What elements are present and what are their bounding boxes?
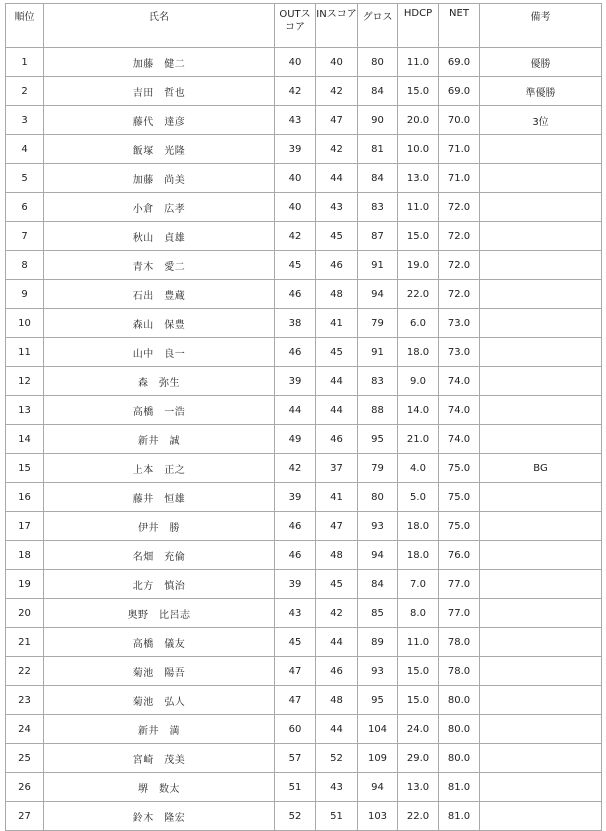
name-cell: 小倉 広孝 <box>44 193 275 222</box>
out-score-cell: 51 <box>275 773 316 802</box>
out-score-cell: 46 <box>275 338 316 367</box>
name-cell: 高橋 儀友 <box>44 628 275 657</box>
hdcp-cell: 8.0 <box>398 599 439 628</box>
net-cell: 75.0 <box>439 512 480 541</box>
in-score-cell: 43 <box>316 193 358 222</box>
net-cell: 75.0 <box>439 454 480 483</box>
name-cell: 石出 豊蔵 <box>44 280 275 309</box>
out-score-cell: 39 <box>275 135 316 164</box>
out-score-cell: 42 <box>275 222 316 251</box>
rank-cell: 6 <box>6 193 44 222</box>
name-cell: 飯塚 光隆 <box>44 135 275 164</box>
gross-cell: 80 <box>358 483 398 512</box>
out-score-cell: 39 <box>275 570 316 599</box>
hdcp-cell: 13.0 <box>398 164 439 193</box>
remarks-cell <box>480 135 602 164</box>
gross-cell: 84 <box>358 570 398 599</box>
rank-cell: 17 <box>6 512 44 541</box>
net-cell: 75.0 <box>439 483 480 512</box>
in-score-cell: 37 <box>316 454 358 483</box>
table-row <box>6 802 602 831</box>
table-row <box>6 135 602 164</box>
hdcp-cell: 22.0 <box>398 280 439 309</box>
in-score-cell: 40 <box>316 48 358 77</box>
gross-cell: 91 <box>358 338 398 367</box>
gross-cell: 79 <box>358 454 398 483</box>
out-score-cell: 40 <box>275 48 316 77</box>
out-score-cell: 40 <box>275 193 316 222</box>
remarks-cell: 準優勝 <box>480 77 602 106</box>
rank-cell: 12 <box>6 367 44 396</box>
in-score-cell: 48 <box>316 686 358 715</box>
gross-cell: 90 <box>358 106 398 135</box>
remarks-cell <box>480 802 602 831</box>
net-cell: 80.0 <box>439 744 480 773</box>
hdcp-cell: 15.0 <box>398 222 439 251</box>
gross-cell: 95 <box>358 686 398 715</box>
header-row <box>6 4 602 48</box>
gross-cell: 94 <box>358 773 398 802</box>
in-score-cell: 44 <box>316 367 358 396</box>
hdcp-cell: 15.0 <box>398 657 439 686</box>
table-row <box>6 251 602 280</box>
rank-cell: 26 <box>6 773 44 802</box>
table-row <box>6 773 602 802</box>
out-score-cell: 46 <box>275 541 316 570</box>
hdcp-cell: 15.0 <box>398 686 439 715</box>
in-score-cell: 44 <box>316 628 358 657</box>
name-cell: 伊井 勝 <box>44 512 275 541</box>
remarks-cell <box>480 425 602 454</box>
gross-cell: 94 <box>358 541 398 570</box>
remarks-cell <box>480 280 602 309</box>
rank-cell: 5 <box>6 164 44 193</box>
rank-cell: 13 <box>6 396 44 425</box>
out-score-cell: 60 <box>275 715 316 744</box>
in-score-cell: 42 <box>316 599 358 628</box>
gross-cell: 79 <box>358 309 398 338</box>
net-cell: 78.0 <box>439 628 480 657</box>
name-cell: 菊池 弘人 <box>44 686 275 715</box>
net-cell: 80.0 <box>439 715 480 744</box>
table-row <box>6 338 602 367</box>
hdcp-cell: 5.0 <box>398 483 439 512</box>
net-cell: 76.0 <box>439 541 480 570</box>
in-score-cell: 47 <box>316 106 358 135</box>
hdcp-cell: 10.0 <box>398 135 439 164</box>
gross-cell: 87 <box>358 222 398 251</box>
rank-cell: 10 <box>6 309 44 338</box>
header-net: NET <box>439 4 480 48</box>
rank-cell: 14 <box>6 425 44 454</box>
table-row <box>6 367 602 396</box>
remarks-cell <box>480 541 602 570</box>
net-cell: 71.0 <box>439 135 480 164</box>
remarks-cell <box>480 251 602 280</box>
net-cell: 80.0 <box>439 686 480 715</box>
hdcp-cell: 21.0 <box>398 425 439 454</box>
hdcp-cell: 13.0 <box>398 773 439 802</box>
remarks-cell <box>480 744 602 773</box>
remarks-cell: 3位 <box>480 106 602 135</box>
remarks-cell <box>480 338 602 367</box>
gross-cell: 95 <box>358 425 398 454</box>
hdcp-cell: 11.0 <box>398 628 439 657</box>
name-cell: 堺 数太 <box>44 773 275 802</box>
rank-cell: 21 <box>6 628 44 657</box>
in-score-cell: 44 <box>316 396 358 425</box>
in-score-cell: 45 <box>316 570 358 599</box>
hdcp-cell: 22.0 <box>398 802 439 831</box>
hdcp-cell: 9.0 <box>398 367 439 396</box>
in-score-cell: 51 <box>316 802 358 831</box>
hdcp-cell: 18.0 <box>398 338 439 367</box>
remarks-cell <box>480 309 602 338</box>
gross-cell: 84 <box>358 164 398 193</box>
table-row <box>6 599 602 628</box>
name-cell: 名畑 充倫 <box>44 541 275 570</box>
table-row <box>6 164 602 193</box>
rank-cell: 4 <box>6 135 44 164</box>
net-cell: 74.0 <box>439 425 480 454</box>
out-score-cell: 42 <box>275 454 316 483</box>
rank-cell: 20 <box>6 599 44 628</box>
table-row <box>6 106 602 135</box>
out-score-cell: 45 <box>275 251 316 280</box>
remarks-cell <box>480 367 602 396</box>
out-score-cell: 57 <box>275 744 316 773</box>
in-score-cell: 46 <box>316 657 358 686</box>
table-row <box>6 222 602 251</box>
out-score-cell: 44 <box>275 396 316 425</box>
out-score-cell: 46 <box>275 512 316 541</box>
rank-cell: 2 <box>6 77 44 106</box>
out-score-cell: 52 <box>275 802 316 831</box>
table-row <box>6 48 602 77</box>
table-row <box>6 77 602 106</box>
name-cell: 秋山 貞雄 <box>44 222 275 251</box>
net-cell: 81.0 <box>439 773 480 802</box>
gross-cell: 91 <box>358 251 398 280</box>
gross-cell: 109 <box>358 744 398 773</box>
in-score-cell: 43 <box>316 773 358 802</box>
gross-cell: 94 <box>358 280 398 309</box>
gross-cell: 84 <box>358 77 398 106</box>
out-score-cell: 46 <box>275 280 316 309</box>
table-row <box>6 744 602 773</box>
table-row <box>6 715 602 744</box>
rank-cell: 16 <box>6 483 44 512</box>
net-cell: 78.0 <box>439 657 480 686</box>
gross-cell: 80 <box>358 48 398 77</box>
out-score-cell: 43 <box>275 106 316 135</box>
rank-cell: 15 <box>6 454 44 483</box>
in-score-cell: 52 <box>316 744 358 773</box>
rank-cell: 25 <box>6 744 44 773</box>
rank-cell: 18 <box>6 541 44 570</box>
results-body <box>6 48 602 831</box>
header-name: 氏名 <box>44 4 275 48</box>
out-score-cell: 42 <box>275 77 316 106</box>
name-cell: 山中 良一 <box>44 338 275 367</box>
remarks-cell <box>480 628 602 657</box>
header-hdcp: HDCP <box>398 4 439 48</box>
name-cell: 加藤 尚美 <box>44 164 275 193</box>
table-row <box>6 193 602 222</box>
gross-cell: 104 <box>358 715 398 744</box>
header-remarks: 備考 <box>480 4 602 48</box>
net-cell: 74.0 <box>439 367 480 396</box>
in-score-cell: 42 <box>316 77 358 106</box>
table-row <box>6 396 602 425</box>
name-cell: 藤代 達彦 <box>44 106 275 135</box>
hdcp-cell: 6.0 <box>398 309 439 338</box>
name-cell: 森 弥生 <box>44 367 275 396</box>
remarks-cell <box>480 396 602 425</box>
in-score-cell: 45 <box>316 222 358 251</box>
table-row <box>6 657 602 686</box>
out-score-cell: 49 <box>275 425 316 454</box>
hdcp-cell: 14.0 <box>398 396 439 425</box>
gross-cell: 83 <box>358 367 398 396</box>
results-table <box>5 3 602 831</box>
name-cell: 高橋 一浩 <box>44 396 275 425</box>
in-score-cell: 48 <box>316 541 358 570</box>
out-score-cell: 40 <box>275 164 316 193</box>
in-score-cell: 41 <box>316 309 358 338</box>
remarks-cell <box>480 773 602 802</box>
net-cell: 77.0 <box>439 570 480 599</box>
net-cell: 74.0 <box>439 396 480 425</box>
in-score-cell: 42 <box>316 135 358 164</box>
gross-cell: 85 <box>358 599 398 628</box>
remarks-cell <box>480 599 602 628</box>
header-rank: 順位 <box>6 4 44 48</box>
out-score-cell: 47 <box>275 686 316 715</box>
hdcp-cell: 4.0 <box>398 454 439 483</box>
hdcp-cell: 18.0 <box>398 512 439 541</box>
gross-cell: 81 <box>358 135 398 164</box>
remarks-cell <box>480 570 602 599</box>
table-row <box>6 570 602 599</box>
remarks-cell <box>480 657 602 686</box>
rank-cell: 19 <box>6 570 44 599</box>
table-row <box>6 483 602 512</box>
net-cell: 72.0 <box>439 280 480 309</box>
out-score-cell: 38 <box>275 309 316 338</box>
in-score-cell: 41 <box>316 483 358 512</box>
name-cell: 加藤 健二 <box>44 48 275 77</box>
out-score-cell: 39 <box>275 483 316 512</box>
out-score-cell: 39 <box>275 367 316 396</box>
in-score-cell: 45 <box>316 338 358 367</box>
table-row <box>6 628 602 657</box>
hdcp-cell: 18.0 <box>398 541 439 570</box>
remarks-cell <box>480 483 602 512</box>
hdcp-cell: 7.0 <box>398 570 439 599</box>
name-cell: 新井 誠 <box>44 425 275 454</box>
remarks-cell <box>480 164 602 193</box>
rank-cell: 23 <box>6 686 44 715</box>
table-row <box>6 309 602 338</box>
name-cell: 藤井 恒雄 <box>44 483 275 512</box>
in-score-cell: 44 <box>316 164 358 193</box>
name-cell: 菊池 陽吾 <box>44 657 275 686</box>
name-cell: 鈴木 隆宏 <box>44 802 275 831</box>
in-score-cell: 46 <box>316 425 358 454</box>
table-row <box>6 425 602 454</box>
remarks-cell: 優勝 <box>480 48 602 77</box>
name-cell: 青木 愛二 <box>44 251 275 280</box>
remarks-cell <box>480 715 602 744</box>
net-cell: 69.0 <box>439 48 480 77</box>
net-cell: 81.0 <box>439 802 480 831</box>
remarks-cell <box>480 193 602 222</box>
rank-cell: 27 <box>6 802 44 831</box>
table-row <box>6 454 602 483</box>
hdcp-cell: 19.0 <box>398 251 439 280</box>
net-cell: 72.0 <box>439 251 480 280</box>
rank-cell: 9 <box>6 280 44 309</box>
in-score-cell: 47 <box>316 512 358 541</box>
in-score-cell: 48 <box>316 280 358 309</box>
hdcp-cell: 11.0 <box>398 48 439 77</box>
name-cell: 上本 正之 <box>44 454 275 483</box>
net-cell: 72.0 <box>439 222 480 251</box>
rank-cell: 7 <box>6 222 44 251</box>
rank-cell: 1 <box>6 48 44 77</box>
table-row <box>6 512 602 541</box>
hdcp-cell: 15.0 <box>398 77 439 106</box>
hdcp-cell: 20.0 <box>398 106 439 135</box>
gross-cell: 88 <box>358 396 398 425</box>
name-cell: 吉田 哲也 <box>44 77 275 106</box>
name-cell: 宮崎 茂美 <box>44 744 275 773</box>
header-in-score: INスコア <box>316 4 358 48</box>
table-row <box>6 686 602 715</box>
gross-cell: 103 <box>358 802 398 831</box>
rank-cell: 11 <box>6 338 44 367</box>
net-cell: 70.0 <box>439 106 480 135</box>
name-cell: 新井 満 <box>44 715 275 744</box>
net-cell: 77.0 <box>439 599 480 628</box>
net-cell: 73.0 <box>439 309 480 338</box>
net-cell: 73.0 <box>439 338 480 367</box>
out-score-cell: 43 <box>275 599 316 628</box>
in-score-cell: 46 <box>316 251 358 280</box>
name-cell: 森山 保豊 <box>44 309 275 338</box>
gross-cell: 93 <box>358 512 398 541</box>
hdcp-cell: 29.0 <box>398 744 439 773</box>
name-cell: 奥野 比呂志 <box>44 599 275 628</box>
rank-cell: 24 <box>6 715 44 744</box>
remarks-cell: BG <box>480 454 602 483</box>
net-cell: 72.0 <box>439 193 480 222</box>
remarks-cell <box>480 686 602 715</box>
gross-cell: 89 <box>358 628 398 657</box>
rank-cell: 22 <box>6 657 44 686</box>
out-score-cell: 45 <box>275 628 316 657</box>
name-cell: 北方 慎治 <box>44 570 275 599</box>
header-gross: グロス <box>358 4 398 48</box>
rank-cell: 8 <box>6 251 44 280</box>
net-cell: 71.0 <box>439 164 480 193</box>
table-row <box>6 541 602 570</box>
net-cell: 69.0 <box>439 77 480 106</box>
in-score-cell: 44 <box>316 715 358 744</box>
remarks-cell <box>480 512 602 541</box>
gross-cell: 93 <box>358 657 398 686</box>
rank-cell: 3 <box>6 106 44 135</box>
hdcp-cell: 24.0 <box>398 715 439 744</box>
remarks-cell <box>480 222 602 251</box>
out-score-cell: 47 <box>275 657 316 686</box>
table-row <box>6 280 602 309</box>
header-out-score: OUTスコア <box>275 4 316 48</box>
gross-cell: 83 <box>358 193 398 222</box>
hdcp-cell: 11.0 <box>398 193 439 222</box>
